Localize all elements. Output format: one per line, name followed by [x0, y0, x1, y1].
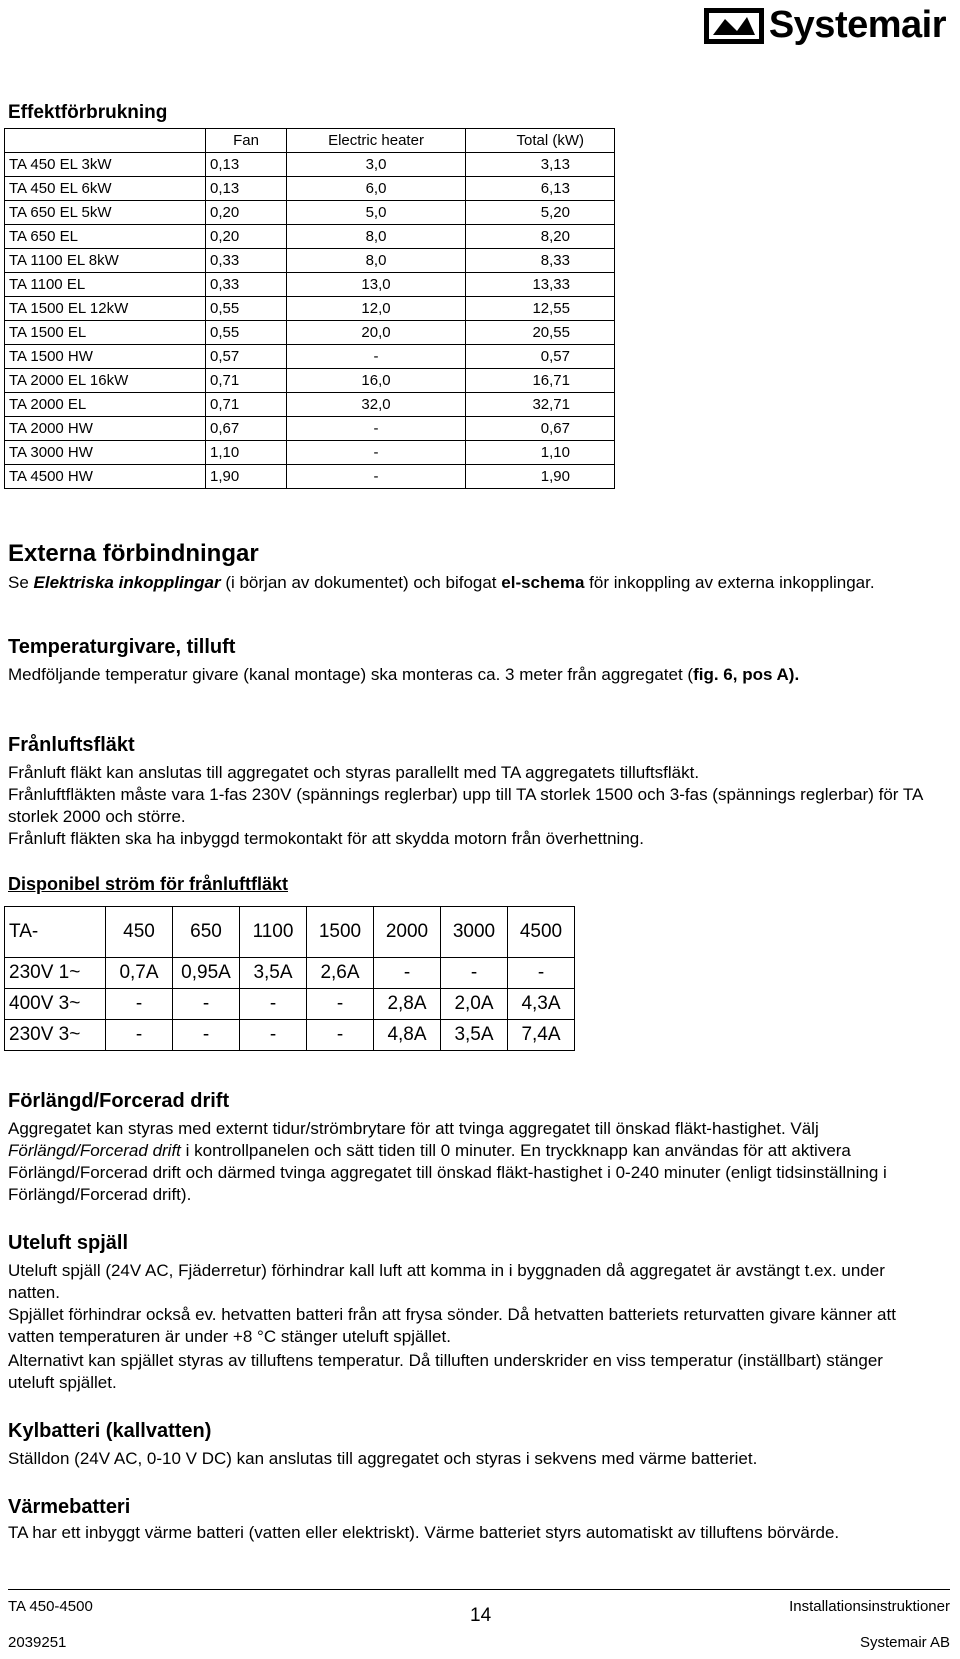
footer-product: TA 450-4500 — [8, 1598, 93, 1615]
heater-cell: 20,0 — [287, 321, 466, 345]
header-cell: 450 — [106, 907, 173, 958]
externa-text-se: Se — [8, 573, 34, 592]
fan-cell: 0,13 — [206, 153, 287, 177]
value-cell: - — [106, 989, 173, 1020]
value-cell: - — [173, 989, 240, 1020]
heater-cell: 5,0 — [287, 201, 466, 225]
franluft-title: Frånluftsfläkt — [8, 734, 135, 756]
header-cell: Electric heater — [287, 129, 466, 153]
value-cell: - — [173, 1020, 240, 1051]
model-cell: TA 2000 HW — [5, 417, 206, 441]
temp-title: Temperaturgivare, tilluft — [8, 636, 236, 658]
header-cell: 650 — [173, 907, 240, 958]
fan-cell: 0,33 — [206, 273, 287, 297]
header-cell: 1500 — [307, 907, 374, 958]
fan-cell: 0,71 — [206, 393, 287, 417]
power-table — [4, 128, 615, 489]
footer-company: Systemair AB — [859, 1634, 950, 1651]
value-cell: 0,7A — [106, 958, 173, 989]
fan-cell: 0,20 — [206, 225, 287, 249]
fan-cell: 0,20 — [206, 201, 287, 225]
heater-cell: - — [287, 417, 466, 441]
model-cell: TA 4500 HW — [5, 465, 206, 489]
heater-cell: 8,0 — [287, 225, 466, 249]
total-cell: 5,20 — [466, 201, 615, 225]
table-row — [5, 249, 615, 273]
forlangd-text-b: i kontrollpanelen och sätt tiden till 0 minuter. En tryckknapp kan användas för att aktivera Förlängd/Forcerad drift och därmed tvinga aggregatet till önskad fläkt-hastighet i 0-240 minuter (enligt tidsinställning i Förlängd/Forcerad drift). — [8, 1141, 887, 1204]
heater-cell: 6,0 — [287, 177, 466, 201]
total-cell: 13,33 — [466, 273, 615, 297]
total-cell: 32,71 — [466, 393, 615, 417]
forlangd-text-a: Aggregatet kan styras med externt tidur/strömbrytare för att tvinga aggregatet till önskad fläkt-hastighet. Välj — [8, 1119, 819, 1138]
value-cell: 0,95A — [173, 958, 240, 989]
value-cell: 2,0A — [441, 989, 508, 1020]
externa-paragraph — [8, 572, 928, 594]
value-cell: - — [441, 958, 508, 989]
value-cell: 2,6A — [307, 958, 374, 989]
table-row — [5, 958, 575, 989]
total-cell: 12,55 — [466, 297, 615, 321]
total-cell: 3,13 — [466, 153, 615, 177]
model-cell: TA 1500 HW — [5, 345, 206, 369]
voltage-cell: 230V 3~ — [5, 1020, 106, 1051]
current-title: Disponibel ström för frånluftfläkt — [8, 874, 289, 894]
model-cell: TA 1100 EL — [5, 273, 206, 297]
varme-title: Värmebatteri — [8, 1496, 131, 1518]
header-cell: Fan — [206, 129, 287, 153]
page-number: 14 — [470, 1605, 492, 1626]
total-cell: 6,13 — [466, 177, 615, 201]
footer-doc-number: 2039251 — [8, 1634, 67, 1651]
table-row — [5, 225, 615, 249]
table-row — [5, 989, 575, 1020]
table-row — [5, 321, 615, 345]
value-cell: 3,5A — [441, 1020, 508, 1051]
externa-link-text: Elektriska inkopplingar — [33, 573, 221, 592]
value-cell: 7,4A — [508, 1020, 575, 1051]
table-row — [5, 273, 615, 297]
uteluft-p1: Uteluft spjäll (24V AC, Fjäderretur) förhindrar kall luft att komma in i byggnaden då aggregatet är avstängt t.ex. under natten. — [8, 1261, 885, 1302]
footer-doc-type: Installationsinstruktioner — [789, 1598, 950, 1615]
value-cell: - — [374, 958, 441, 989]
header-cell: 2000 — [374, 907, 441, 958]
forlangd-paragraph — [8, 1118, 928, 1206]
value-cell: 4,3A — [508, 989, 575, 1020]
total-cell: 1,10 — [466, 441, 615, 465]
model-cell: TA 2000 EL 16kW — [5, 369, 206, 393]
uteluft-p3: Alternativt kan spjället styras av tilluftens temperatur. Då tilluften underskrider en viss temperatur (inställbart) stänger uteluft spjället. — [8, 1351, 883, 1392]
value-cell: 2,8A — [374, 989, 441, 1020]
voltage-cell: 230V 1~ — [5, 958, 106, 989]
table-header-row — [5, 907, 575, 958]
externa-bold-text: el-schema — [501, 573, 585, 592]
total-cell: 20,55 — [466, 321, 615, 345]
table-row — [5, 465, 615, 489]
header-cell — [5, 129, 206, 153]
heater-cell: 12,0 — [287, 297, 466, 321]
fan-cell: 0,33 — [206, 249, 287, 273]
table-row — [5, 297, 615, 321]
fan-cell: 0,55 — [206, 297, 287, 321]
table-header-row — [5, 129, 615, 153]
voltage-cell: 400V 3~ — [5, 989, 106, 1020]
model-cell: TA 1100 EL 8kW — [5, 249, 206, 273]
table-row — [5, 345, 615, 369]
total-cell: 8,20 — [466, 225, 615, 249]
heater-cell: - — [287, 345, 466, 369]
value-cell: 3,5A — [240, 958, 307, 989]
model-cell: TA 450 EL 3kW — [5, 153, 206, 177]
forlangd-title: Förlängd/Forcerad drift — [8, 1090, 230, 1112]
footer-divider — [8, 1589, 950, 1590]
model-cell: TA 450 EL 6kW — [5, 177, 206, 201]
total-cell: 16,71 — [466, 369, 615, 393]
fan-cell: 0,57 — [206, 345, 287, 369]
table-row — [5, 369, 615, 393]
systemair-logo-icon — [703, 7, 765, 45]
fan-cell: 0,55 — [206, 321, 287, 345]
header-cell: TA- — [5, 907, 106, 958]
fan-cell: 0,13 — [206, 177, 287, 201]
fan-cell: 1,10 — [206, 441, 287, 465]
value-cell: - — [307, 1020, 374, 1051]
table-row — [5, 201, 615, 225]
table-row — [5, 153, 615, 177]
externa-text-mid: (i början av dokumentet) och bifogat — [220, 573, 502, 592]
table-row — [5, 393, 615, 417]
current-table — [4, 906, 575, 1051]
total-cell: 1,90 — [466, 465, 615, 489]
value-cell: - — [307, 989, 374, 1020]
heater-cell: 13,0 — [287, 273, 466, 297]
externa-text-end: för inkoppling av externa inkopplingar. — [584, 573, 875, 592]
header-cell: 3000 — [441, 907, 508, 958]
uteluft-title: Uteluft spjäll — [8, 1232, 129, 1254]
total-cell: 0,67 — [466, 417, 615, 441]
fan-cell: 0,67 — [206, 417, 287, 441]
franluft-p2: Frånluftfläkten måste vara 1-fas 230V (spännings reglerbar) upp till TA storlek 1500 och 3-fas (spännings reglerbar) för TA storlek 2000 och större. — [8, 785, 923, 826]
power-title: Effektförbrukning — [8, 102, 168, 123]
heater-cell: - — [287, 441, 466, 465]
value-cell: - — [106, 1020, 173, 1051]
forlangd-italic-text: Förlängd/Forcerad drift — [8, 1141, 181, 1160]
total-cell: 8,33 — [466, 249, 615, 273]
model-cell: TA 650 EL — [5, 225, 206, 249]
brand-name: Systemair — [768, 4, 946, 46]
value-cell: - — [508, 958, 575, 989]
heater-cell: 8,0 — [287, 249, 466, 273]
value-cell: - — [240, 1020, 307, 1051]
table-row — [5, 441, 615, 465]
varme-p1: TA har ett inbyggt värme batteri (vatten eller elektriskt). Värme batteriet styrs automatiskt av tilluftens börvärde. — [8, 1523, 840, 1542]
table-row — [5, 177, 615, 201]
model-cell: TA 3000 HW — [5, 441, 206, 465]
value-cell: 4,8A — [374, 1020, 441, 1051]
temp-paragraph — [8, 664, 928, 686]
kyl-p1: Ställdon (24V AC, 0-10 V DC) kan anslutas till aggregatet och styras i sekvens med värme batteriet. — [8, 1449, 758, 1468]
fan-cell: 1,90 — [206, 465, 287, 489]
heater-cell: 16,0 — [287, 369, 466, 393]
header-cell: 1100 — [240, 907, 307, 958]
heater-cell: 32,0 — [287, 393, 466, 417]
externa-title: Externa förbindningar — [8, 540, 259, 567]
total-cell: 0,57 — [466, 345, 615, 369]
temp-text-end: ). — [788, 665, 800, 684]
table-row — [5, 1020, 575, 1051]
temp-text: Medföljande temperatur givare (kanal montage) ska monteras ca. 3 meter från aggregatet ( — [8, 665, 694, 684]
kyl-title: Kylbatteri (kallvatten) — [8, 1420, 212, 1442]
fan-cell: 0,71 — [206, 369, 287, 393]
model-cell: TA 1500 EL 12kW — [5, 297, 206, 321]
table-row — [5, 417, 615, 441]
model-cell: TA 2000 EL — [5, 393, 206, 417]
temp-bold-text: fig. 6, pos A — [693, 665, 789, 684]
header-cell: 4500 — [508, 907, 575, 958]
franluft-p1: Frånluft fläkt kan anslutas till aggregatet och styras parallellt med TA aggregatets tilluftsfläkt. — [8, 763, 700, 782]
model-cell: TA 650 EL 5kW — [5, 201, 206, 225]
heater-cell: - — [287, 465, 466, 489]
value-cell: - — [240, 989, 307, 1020]
systemair-logo — [703, 4, 946, 47]
uteluft-p2: Spjället förhindrar också ev. hetvatten batteri från att frysa sönder. Då hetvatten batteriets returvatten givare känner att vatten temperaturen är under +8 °C stänger uteluft spjället. — [8, 1305, 896, 1346]
model-cell: TA 1500 EL — [5, 321, 206, 345]
header-cell: Total (kW) — [466, 129, 615, 153]
franluft-p3: Frånluft fläkten ska ha inbyggd termokontakt för att skydda motorn från överhettning. — [8, 829, 644, 848]
heater-cell: 3,0 — [287, 153, 466, 177]
